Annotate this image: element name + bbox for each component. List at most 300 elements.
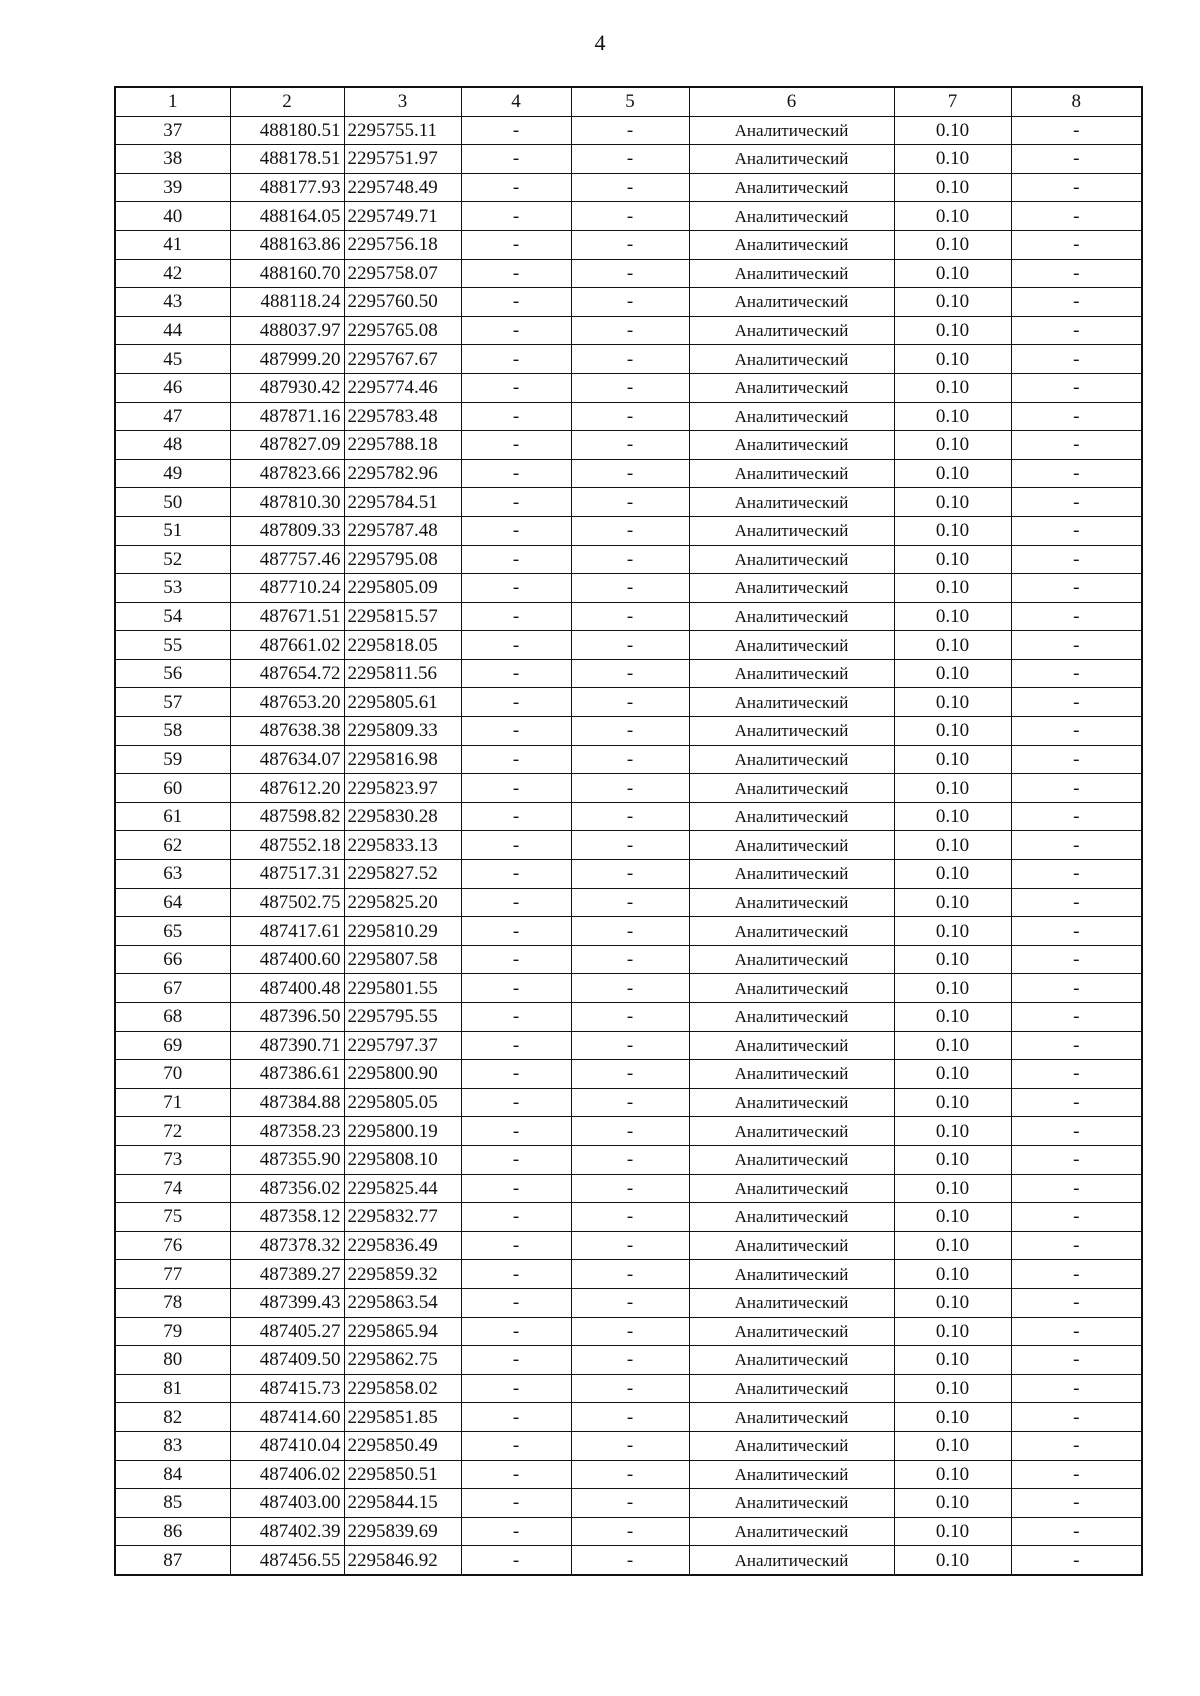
x-coordinate-cell: 487612.20 — [230, 774, 344, 803]
y-coordinate-cell: 2295805.61 — [344, 688, 461, 717]
method-cell: Аналитический — [689, 1546, 894, 1575]
column-4-cell: - — [461, 1403, 571, 1432]
column-4-cell: - — [461, 1260, 571, 1289]
accuracy-cell: 0.10 — [894, 1431, 1011, 1460]
y-coordinate-cell: 2295850.51 — [344, 1460, 461, 1489]
accuracy-cell: 0.10 — [894, 659, 1011, 688]
accuracy-cell: 0.10 — [894, 831, 1011, 860]
accuracy-cell: 0.10 — [894, 402, 1011, 431]
y-coordinate-cell: 2295760.50 — [344, 288, 461, 317]
point-number-cell: 65 — [115, 917, 230, 946]
method-cell: Аналитический — [689, 1403, 894, 1432]
accuracy-cell: 0.10 — [894, 1060, 1011, 1089]
column-8-cell: - — [1011, 1231, 1142, 1260]
accuracy-cell: 0.10 — [894, 488, 1011, 517]
x-coordinate-cell: 487396.50 — [230, 1003, 344, 1032]
accuracy-cell: 0.10 — [894, 459, 1011, 488]
table-row — [115, 1003, 1142, 1032]
x-coordinate-cell: 487638.38 — [230, 717, 344, 746]
column-5-cell: - — [571, 717, 689, 746]
column-8-cell: - — [1011, 345, 1142, 374]
column-5-cell: - — [571, 1374, 689, 1403]
column-4-cell: - — [461, 888, 571, 917]
method-cell: Аналитический — [689, 745, 894, 774]
x-coordinate-cell: 487634.07 — [230, 745, 344, 774]
column-5-cell: - — [571, 945, 689, 974]
table-row — [115, 774, 1142, 803]
method-cell: Аналитический — [689, 516, 894, 545]
y-coordinate-cell: 2295844.15 — [344, 1489, 461, 1518]
x-coordinate-cell: 487356.02 — [230, 1174, 344, 1203]
method-cell: Аналитический — [689, 345, 894, 374]
column-5-cell: - — [571, 1203, 689, 1232]
point-number-cell: 74 — [115, 1174, 230, 1203]
accuracy-cell: 0.10 — [894, 1546, 1011, 1575]
x-coordinate-cell: 487400.48 — [230, 974, 344, 1003]
y-coordinate-cell: 2295756.18 — [344, 230, 461, 259]
y-coordinate-cell: 2295850.49 — [344, 1431, 461, 1460]
column-8-cell: - — [1011, 1346, 1142, 1375]
table-row — [115, 860, 1142, 889]
column-5-cell: - — [571, 259, 689, 288]
column-5-cell: - — [571, 288, 689, 317]
column-4-cell: - — [461, 345, 571, 374]
y-coordinate-cell: 2295809.33 — [344, 717, 461, 746]
table-row — [115, 288, 1142, 317]
method-cell: Аналитический — [689, 1060, 894, 1089]
point-number-cell: 47 — [115, 402, 230, 431]
column-5-cell: - — [571, 1346, 689, 1375]
column-4-cell: - — [461, 1431, 571, 1460]
accuracy-cell: 0.10 — [894, 974, 1011, 1003]
method-cell: Аналитический — [689, 1374, 894, 1403]
point-number-cell: 71 — [115, 1088, 230, 1117]
point-number-cell: 49 — [115, 459, 230, 488]
method-cell: Аналитический — [689, 717, 894, 746]
accuracy-cell: 0.10 — [894, 1231, 1011, 1260]
column-8-cell: - — [1011, 373, 1142, 402]
x-coordinate-cell: 487406.02 — [230, 1460, 344, 1489]
column-4-cell: - — [461, 1517, 571, 1546]
method-cell: Аналитический — [689, 259, 894, 288]
y-coordinate-cell: 2295858.02 — [344, 1374, 461, 1403]
table-row — [115, 602, 1142, 631]
column-4-cell: - — [461, 373, 571, 402]
column-8-cell: - — [1011, 717, 1142, 746]
column-4-cell: - — [461, 173, 571, 202]
column-5-cell: - — [571, 488, 689, 517]
x-coordinate-cell: 487757.46 — [230, 545, 344, 574]
y-coordinate-cell: 2295805.09 — [344, 574, 461, 603]
column-8-cell: - — [1011, 802, 1142, 831]
column-8-cell: - — [1011, 1003, 1142, 1032]
x-coordinate-cell: 488160.70 — [230, 259, 344, 288]
point-number-cell: 61 — [115, 802, 230, 831]
column-4-cell: - — [461, 1546, 571, 1575]
y-coordinate-cell: 2295749.71 — [344, 202, 461, 231]
accuracy-cell: 0.10 — [894, 345, 1011, 374]
y-coordinate-cell: 2295865.94 — [344, 1317, 461, 1346]
column-header-1: 1 — [115, 87, 230, 116]
accuracy-cell: 0.10 — [894, 1174, 1011, 1203]
table-row — [115, 345, 1142, 374]
point-number-cell: 59 — [115, 745, 230, 774]
column-8-cell: - — [1011, 688, 1142, 717]
column-5-cell: - — [571, 402, 689, 431]
y-coordinate-cell: 2295827.52 — [344, 860, 461, 889]
column-4-cell: - — [461, 145, 571, 174]
y-coordinate-cell: 2295774.46 — [344, 373, 461, 402]
point-number-cell: 56 — [115, 659, 230, 688]
table-row — [115, 316, 1142, 345]
point-number-cell: 51 — [115, 516, 230, 545]
column-5-cell: - — [571, 1431, 689, 1460]
point-number-cell: 50 — [115, 488, 230, 517]
column-8-cell: - — [1011, 659, 1142, 688]
accuracy-cell: 0.10 — [894, 888, 1011, 917]
y-coordinate-cell: 2295859.32 — [344, 1260, 461, 1289]
column-8-cell: - — [1011, 1145, 1142, 1174]
table-row — [115, 230, 1142, 259]
column-4-cell: - — [461, 1145, 571, 1174]
point-number-cell: 52 — [115, 545, 230, 574]
column-4-cell: - — [461, 316, 571, 345]
table-row — [115, 1460, 1142, 1489]
column-8-cell: - — [1011, 1031, 1142, 1060]
y-coordinate-cell: 2295801.55 — [344, 974, 461, 1003]
x-coordinate-cell: 487402.39 — [230, 1517, 344, 1546]
column-4-cell: - — [461, 1231, 571, 1260]
y-coordinate-cell: 2295784.51 — [344, 488, 461, 517]
method-cell: Аналитический — [689, 1260, 894, 1289]
column-4-cell: - — [461, 831, 571, 860]
y-coordinate-cell: 2295811.56 — [344, 659, 461, 688]
method-cell: Аналитический — [689, 545, 894, 574]
method-cell: Аналитический — [689, 1317, 894, 1346]
point-number-cell: 67 — [115, 974, 230, 1003]
accuracy-cell: 0.10 — [894, 1374, 1011, 1403]
accuracy-cell: 0.10 — [894, 1489, 1011, 1518]
column-8-cell: - — [1011, 917, 1142, 946]
column-8-cell: - — [1011, 1489, 1142, 1518]
x-coordinate-cell: 487930.42 — [230, 373, 344, 402]
table-row — [115, 1403, 1142, 1432]
column-5-cell: - — [571, 1288, 689, 1317]
x-coordinate-cell: 487378.32 — [230, 1231, 344, 1260]
point-number-cell: 78 — [115, 1288, 230, 1317]
column-4-cell: - — [461, 459, 571, 488]
column-8-cell: - — [1011, 1060, 1142, 1089]
column-4-cell: - — [461, 1003, 571, 1032]
column-header-4: 4 — [461, 87, 571, 116]
column-4-cell: - — [461, 1203, 571, 1232]
table-row — [115, 1346, 1142, 1375]
column-5-cell: - — [571, 802, 689, 831]
column-8-cell: - — [1011, 574, 1142, 603]
column-4-cell: - — [461, 659, 571, 688]
method-cell: Аналитический — [689, 1431, 894, 1460]
column-header-2: 2 — [230, 87, 344, 116]
table-row — [115, 945, 1142, 974]
column-5-cell: - — [571, 202, 689, 231]
y-coordinate-cell: 2295823.97 — [344, 774, 461, 803]
column-4-cell: - — [461, 230, 571, 259]
x-coordinate-cell: 487502.75 — [230, 888, 344, 917]
column-5-cell: - — [571, 1403, 689, 1432]
column-5-cell: - — [571, 1517, 689, 1546]
column-4-cell: - — [461, 1460, 571, 1489]
accuracy-cell: 0.10 — [894, 1088, 1011, 1117]
column-8-cell: - — [1011, 202, 1142, 231]
column-4-cell: - — [461, 116, 571, 145]
column-header-6: 6 — [689, 87, 894, 116]
column-8-cell: - — [1011, 1117, 1142, 1146]
point-number-cell: 73 — [115, 1145, 230, 1174]
table-row — [115, 917, 1142, 946]
accuracy-cell: 0.10 — [894, 745, 1011, 774]
method-cell: Аналитический — [689, 316, 894, 345]
table-row — [115, 402, 1142, 431]
y-coordinate-cell: 2295815.57 — [344, 602, 461, 631]
x-coordinate-cell: 487403.00 — [230, 1489, 344, 1518]
column-5-cell: - — [571, 116, 689, 145]
point-number-cell: 41 — [115, 230, 230, 259]
table-row — [115, 802, 1142, 831]
column-8-cell: - — [1011, 1174, 1142, 1203]
method-cell: Аналитический — [689, 202, 894, 231]
accuracy-cell: 0.10 — [894, 1117, 1011, 1146]
point-number-cell: 48 — [115, 431, 230, 460]
table-row — [115, 1031, 1142, 1060]
column-4-cell: - — [461, 1346, 571, 1375]
x-coordinate-cell: 487871.16 — [230, 402, 344, 431]
y-coordinate-cell: 2295846.92 — [344, 1546, 461, 1575]
table-row — [115, 173, 1142, 202]
point-number-cell: 85 — [115, 1489, 230, 1518]
column-8-cell: - — [1011, 516, 1142, 545]
column-5-cell: - — [571, 230, 689, 259]
column-5-cell: - — [571, 1117, 689, 1146]
column-4-cell: - — [461, 402, 571, 431]
column-5-cell: - — [571, 173, 689, 202]
table-row — [115, 116, 1142, 145]
x-coordinate-cell: 488177.93 — [230, 173, 344, 202]
table-row — [115, 259, 1142, 288]
column-5-cell: - — [571, 659, 689, 688]
x-coordinate-cell: 487390.71 — [230, 1031, 344, 1060]
column-header-5: 5 — [571, 87, 689, 116]
y-coordinate-cell: 2295825.20 — [344, 888, 461, 917]
table-row — [115, 145, 1142, 174]
method-cell: Аналитический — [689, 574, 894, 603]
y-coordinate-cell: 2295797.37 — [344, 1031, 461, 1060]
table-row — [115, 1060, 1142, 1089]
table-row — [115, 516, 1142, 545]
column-8-cell: - — [1011, 545, 1142, 574]
accuracy-cell: 0.10 — [894, 1403, 1011, 1432]
column-4-cell: - — [461, 774, 571, 803]
method-cell: Аналитический — [689, 459, 894, 488]
table-row — [115, 1203, 1142, 1232]
column-8-cell: - — [1011, 173, 1142, 202]
column-header-8: 8 — [1011, 87, 1142, 116]
x-coordinate-cell: 488178.51 — [230, 145, 344, 174]
accuracy-cell: 0.10 — [894, 145, 1011, 174]
header-row — [115, 87, 1142, 116]
column-5-cell: - — [571, 774, 689, 803]
y-coordinate-cell: 2295758.07 — [344, 259, 461, 288]
y-coordinate-cell: 2295782.96 — [344, 459, 461, 488]
column-header-3: 3 — [344, 87, 461, 116]
method-cell: Аналитический — [689, 860, 894, 889]
column-5-cell: - — [571, 602, 689, 631]
column-4-cell: - — [461, 1031, 571, 1060]
x-coordinate-cell: 487358.12 — [230, 1203, 344, 1232]
accuracy-cell: 0.10 — [894, 1003, 1011, 1032]
method-cell: Аналитический — [689, 802, 894, 831]
column-5-cell: - — [571, 316, 689, 345]
column-8-cell: - — [1011, 1260, 1142, 1289]
method-cell: Аналитический — [689, 659, 894, 688]
column-8-cell: - — [1011, 774, 1142, 803]
point-number-cell: 46 — [115, 373, 230, 402]
column-5-cell: - — [571, 1145, 689, 1174]
column-5-cell: - — [571, 1031, 689, 1060]
table-row — [115, 545, 1142, 574]
column-8-cell: - — [1011, 402, 1142, 431]
column-8-cell: - — [1011, 1088, 1142, 1117]
accuracy-cell: 0.10 — [894, 688, 1011, 717]
accuracy-cell: 0.10 — [894, 516, 1011, 545]
column-4-cell: - — [461, 288, 571, 317]
y-coordinate-cell: 2295787.48 — [344, 516, 461, 545]
accuracy-cell: 0.10 — [894, 1288, 1011, 1317]
method-cell: Аналитический — [689, 488, 894, 517]
x-coordinate-cell: 487389.27 — [230, 1260, 344, 1289]
column-8-cell: - — [1011, 431, 1142, 460]
page-number: 4 — [594, 30, 606, 55]
column-8-cell: - — [1011, 602, 1142, 631]
column-8-cell: - — [1011, 288, 1142, 317]
table-body — [115, 116, 1142, 1575]
column-8-cell: - — [1011, 974, 1142, 1003]
column-4-cell: - — [461, 202, 571, 231]
table-row — [115, 688, 1142, 717]
point-number-cell: 64 — [115, 888, 230, 917]
y-coordinate-cell: 2295800.19 — [344, 1117, 461, 1146]
y-coordinate-cell: 2295767.67 — [344, 345, 461, 374]
x-coordinate-cell: 488164.05 — [230, 202, 344, 231]
point-number-cell: 54 — [115, 602, 230, 631]
table-row — [115, 1117, 1142, 1146]
x-coordinate-cell: 488118.24 — [230, 288, 344, 317]
x-coordinate-cell: 488163.86 — [230, 230, 344, 259]
accuracy-cell: 0.10 — [894, 574, 1011, 603]
point-number-cell: 82 — [115, 1403, 230, 1432]
accuracy-cell: 0.10 — [894, 545, 1011, 574]
method-cell: Аналитический — [689, 1088, 894, 1117]
x-coordinate-cell: 487517.31 — [230, 860, 344, 889]
column-5-cell: - — [571, 1088, 689, 1117]
point-number-cell: 80 — [115, 1346, 230, 1375]
method-cell: Аналитический — [689, 1174, 894, 1203]
column-8-cell: - — [1011, 1460, 1142, 1489]
table-row — [115, 717, 1142, 746]
column-8-cell: - — [1011, 145, 1142, 174]
point-number-cell: 66 — [115, 945, 230, 974]
x-coordinate-cell: 487827.09 — [230, 431, 344, 460]
table-row — [115, 1489, 1142, 1518]
x-coordinate-cell: 487598.82 — [230, 802, 344, 831]
accuracy-cell: 0.10 — [894, 945, 1011, 974]
accuracy-cell: 0.10 — [894, 259, 1011, 288]
coordinates-table — [114, 86, 1143, 1576]
y-coordinate-cell: 2295748.49 — [344, 173, 461, 202]
column-5-cell: - — [571, 1546, 689, 1575]
y-coordinate-cell: 2295805.05 — [344, 1088, 461, 1117]
column-5-cell: - — [571, 1174, 689, 1203]
point-number-cell: 62 — [115, 831, 230, 860]
column-5-cell: - — [571, 1317, 689, 1346]
point-number-cell: 55 — [115, 631, 230, 660]
method-cell: Аналитический — [689, 1460, 894, 1489]
table-row — [115, 1317, 1142, 1346]
column-8-cell: - — [1011, 459, 1142, 488]
y-coordinate-cell: 2295863.54 — [344, 1288, 461, 1317]
column-5-cell: - — [571, 1231, 689, 1260]
table-row — [115, 488, 1142, 517]
table-row — [115, 1088, 1142, 1117]
point-number-cell: 57 — [115, 688, 230, 717]
column-4-cell: - — [461, 1489, 571, 1518]
x-coordinate-cell: 487417.61 — [230, 917, 344, 946]
method-cell: Аналитический — [689, 1489, 894, 1518]
method-cell: Аналитический — [689, 631, 894, 660]
point-number-cell: 79 — [115, 1317, 230, 1346]
column-5-cell: - — [571, 831, 689, 860]
column-5-cell: - — [571, 1003, 689, 1032]
point-number-cell: 60 — [115, 774, 230, 803]
x-coordinate-cell: 487710.24 — [230, 574, 344, 603]
table-row — [115, 574, 1142, 603]
method-cell: Аналитический — [689, 1517, 894, 1546]
accuracy-cell: 0.10 — [894, 373, 1011, 402]
point-number-cell: 42 — [115, 259, 230, 288]
point-number-cell: 81 — [115, 1374, 230, 1403]
accuracy-cell: 0.10 — [894, 1260, 1011, 1289]
column-5-cell: - — [571, 1489, 689, 1518]
y-coordinate-cell: 2295836.49 — [344, 1231, 461, 1260]
column-8-cell: - — [1011, 1517, 1142, 1546]
x-coordinate-cell: 487654.72 — [230, 659, 344, 688]
table-row — [115, 831, 1142, 860]
column-5-cell: - — [571, 516, 689, 545]
column-4-cell: - — [461, 974, 571, 1003]
column-5-cell: - — [571, 1260, 689, 1289]
accuracy-cell: 0.10 — [894, 917, 1011, 946]
column-4-cell: - — [461, 574, 571, 603]
point-number-cell: 70 — [115, 1060, 230, 1089]
method-cell: Аналитический — [689, 1231, 894, 1260]
method-cell: Аналитический — [689, 288, 894, 317]
method-cell: Аналитический — [689, 888, 894, 917]
column-8-cell: - — [1011, 1546, 1142, 1575]
method-cell: Аналитический — [689, 1117, 894, 1146]
accuracy-cell: 0.10 — [894, 1460, 1011, 1489]
column-8-cell: - — [1011, 316, 1142, 345]
column-4-cell: - — [461, 1374, 571, 1403]
method-cell: Аналитический — [689, 831, 894, 860]
